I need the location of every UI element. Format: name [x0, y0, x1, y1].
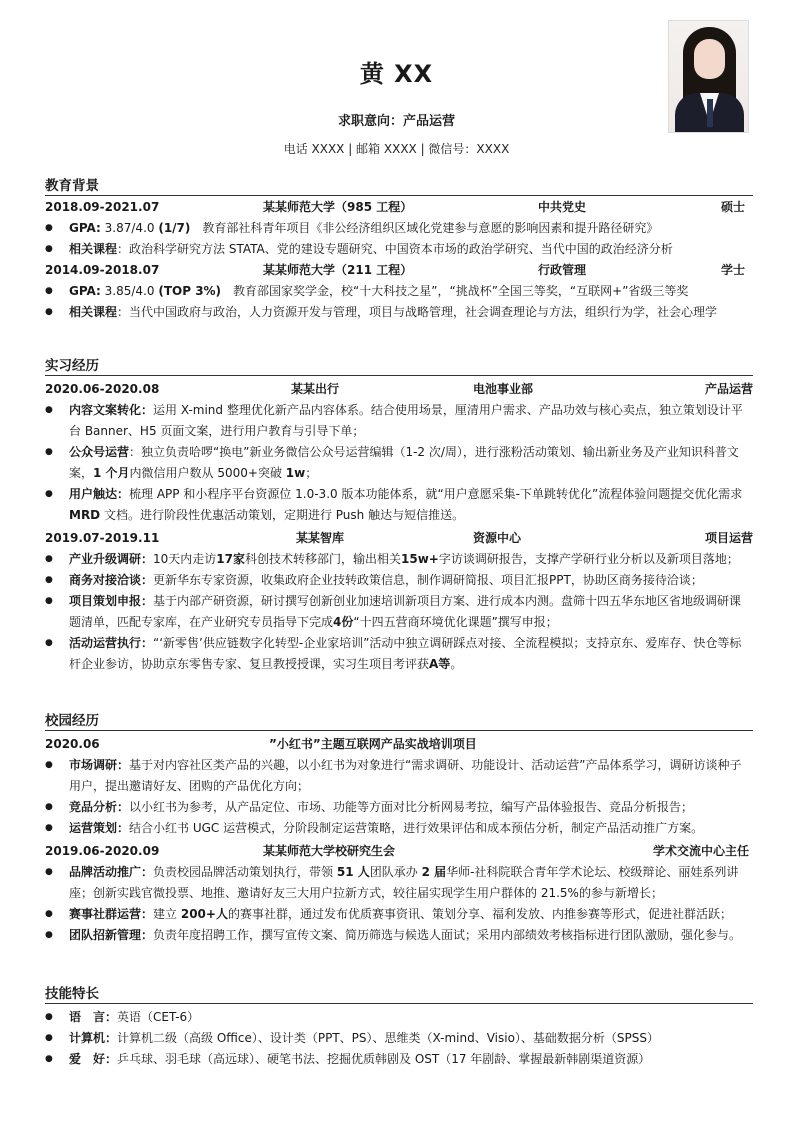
list-item: ● 用户触达：梳理 APP 和小程序平台资源位 1.0-3.0 版本功能体系，就“用户意愿采集-下单跳转优化”流程体验问题提交优化需求 MRD 文档。进行阶段性优惠活动策划，定期进行 Push 触达与短信推送。 [45, 484, 753, 526]
list-item: ● 相关课程：政治科学研究方法 STATA、党的建设专题研究、中国资本市场的政治学研究、当代中国的政治经济分析 [45, 239, 753, 260]
list-item: ● GPA: 3.87/4.0 (1/7) 教育部社科青年项目《非公经济组织区域化党建参与意愿的影响因素和提升路径研究》 [45, 218, 753, 239]
list-item: ● 赛事社群运营：建立 200+人的赛事社群，通过发布优质赛事资讯、策划分享、福利发放、内推参赛等形式，促进社群活跃； [45, 904, 753, 925]
edu-degree: 学士 [720, 263, 745, 277]
job-intent: 求职意向：产品运营 [337, 114, 455, 129]
job-company: 某某出行 [291, 382, 340, 396]
list-item: ● 商务对接洽谈：更新华东专家资源，收集政府企业技转政策信息，制作调研简报、项目汇报PPT，协助区商务接待洽谈； [45, 570, 753, 591]
list-item: ● 内容文案转化：运用 X-mind 整理优化新产品内容体系。结合使用场景，厘清用户需求、产品功效与核心卖点，独立策划设计平台 Banner、H5 页面文案，进行用户教育与引导下单； [45, 400, 753, 442]
contact-info: 电话 XXXX | 邮箱 XXXX | 微信号：XXXX [283, 142, 510, 156]
job-dept: 电池事业部 [473, 382, 534, 396]
list-item: ● 团队招新管理：负责年度招聘工作，撰写宣传文案、简历筛选与候选人面试；采用内部绩效考核指标进行团队激励，强化参与。 [45, 925, 753, 946]
edu-major: 中共党史 [538, 200, 587, 214]
edu-degree: 硕士 [720, 200, 745, 214]
list-item: ● GPA: 3.85/4.0 (TOP 3%) 教育部国家奖学金，校“十大科技之星”，“挑战杯”全国三等奖，“互联网+”省级三等奖 [45, 281, 753, 302]
list-item: ● 活动运营执行：“‘新零售’供应链数字化转型-企业家培训”活动中独立调研踩点对接、全流程模拟；支持京东、爱库存、快仓等标杆企业参访，协助京东零售专家、复旦教授授课，实习生项目考评获A等。 [45, 633, 753, 675]
education-row [45, 197, 753, 218]
campus-row [45, 734, 753, 755]
job-role: 项目运营 [704, 531, 753, 545]
education-section [45, 176, 753, 323]
edu-school: 某某师范大学（985 工程） [263, 200, 413, 214]
list-item: ● 爱 好：乒乓球、羽毛球（高远球）、硬笔书法、挖掘优质韩剧及 OST（17 年剧龄、掌握最新韩剧渠道资源） [45, 1049, 753, 1070]
edu-major: 行政管理 [538, 263, 587, 277]
list-item: ● 竞品分析：以小红书为参考，从产品定位、市场、功能等方面对比分析网易考拉，编写产品体验报告、竞品分析报告； [45, 797, 753, 818]
job-company: 某某智库 [296, 531, 345, 545]
section-title: 技能特长 [45, 984, 753, 1004]
job-date: 2020.06-2020.08 [45, 382, 160, 396]
section-title: 校园经历 [45, 711, 753, 731]
list-item: ● 产业升级调研：10天内走访17家科创技术转移部门，输出相关15w+字访谈调研报告，支撑产学研行业分析以及新项目落地； [45, 549, 753, 570]
job-row [45, 528, 753, 549]
section-title: 教育背景 [45, 176, 753, 196]
edu-school: 某某师范大学（211 工程） [263, 263, 413, 277]
job-role: 产品运营 [704, 382, 753, 396]
internship-section [45, 356, 753, 675]
list-item: ● 品牌活动推广：负责校园品牌活动策划执行，带领 51 人团队承办 2 届华师-社科院联合青年学术论坛、校级辩论、丽娃系列讲座；创新实践官微投票、地推、邀请好友三大用户拉新方式，较往届实现学生用户群体的 21.5%的参与新增长； [45, 862, 753, 904]
campus-project: ”小红书”主题互联网产品实战培训项目 [269, 737, 477, 751]
list-item: ● 语 言：英语（CET-6） [45, 1007, 753, 1028]
job-row [45, 379, 753, 400]
resume-header [0, 0, 793, 170]
list-item: ● 相关课程：当代中国政府与政治，人力资源开发与管理，项目与战略管理，社会调查理论与方法，组织行为学，社会心理学 [45, 302, 753, 323]
list-item: ● 运营策划：结合小红书 UGC 运营模式，分阶段制定运营策略，进行效果评估和成本预估分析，制定产品活动推广方案。 [45, 818, 753, 839]
campus-date: 2019.06-2020.09 [45, 844, 160, 858]
profile-photo [668, 20, 749, 133]
skills-section [45, 984, 753, 1070]
list-item: ● 市场调研：基于对内容社区类产品的兴趣，以小红书为对象进行“需求调研、功能设计、活动运营”产品体系学习，调研访谈种子用户，提出邀请好友、团购的产品优化方向； [45, 755, 753, 797]
candidate-name: 黄 XX [359, 60, 434, 88]
list-item: ● 公众号运营：独立负责哈啰“换电”新业务微信公众号运营编辑（1-2 次/周），进行涨粉活动策划、输出新业务及产业知识科普文案，1 个月内微信用户数从 5000+突破 1w； [45, 442, 753, 484]
campus-date: 2020.06 [45, 737, 100, 751]
edu-date: 2018.09-2021.07 [45, 200, 160, 214]
education-row [45, 260, 753, 281]
list-item: ● 项目策划申报：基于内部产研资源，研讨撰写创新创业加速培训新项目方案、进行成本内测。盘筛十四五华东地区省地级调研课题清单，匹配专家库，在产业研究专员指导下完成4份“十四五营商环境优化课题”撰写申报； [45, 591, 753, 633]
job-date: 2019.07-2019.11 [45, 531, 160, 545]
edu-date: 2014.09-2018.07 [45, 263, 160, 277]
campus-org: 某某师范大学校研究生会 [263, 844, 396, 858]
campus-row [45, 841, 753, 862]
list-item: ● 计算机：计算机二级（高级 Office）、设计类（PPT、PS）、思维类（X-mind、Visio）、基础数据分析（SPSS） [45, 1028, 753, 1049]
campus-role: 学术交流中心主任 [652, 844, 749, 858]
job-dept: 资源中心 [473, 531, 522, 545]
campus-section [45, 711, 753, 946]
section-title: 实习经历 [45, 356, 753, 376]
